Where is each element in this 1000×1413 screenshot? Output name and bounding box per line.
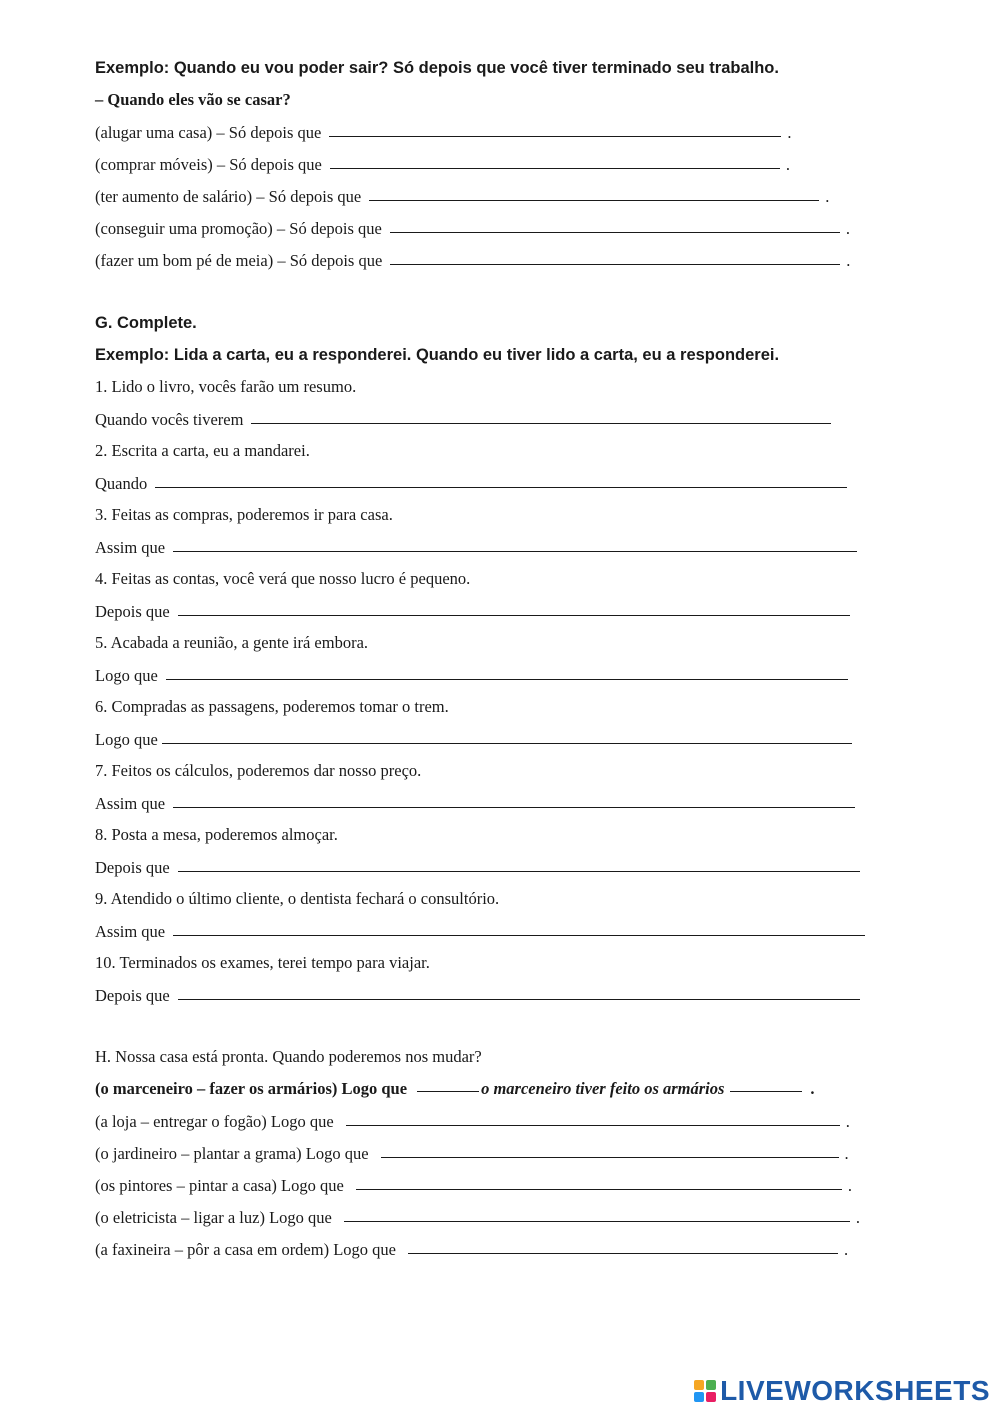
logo-mark-tile bbox=[706, 1392, 716, 1402]
end-mark: . bbox=[785, 155, 790, 174]
prompt-text: Depois que bbox=[95, 858, 170, 877]
section-h-example bbox=[95, 1076, 815, 1102]
answer-blank[interactable] bbox=[381, 1139, 839, 1158]
end-mark: . bbox=[844, 1144, 849, 1163]
answer-blank[interactable] bbox=[408, 1235, 838, 1254]
section-f-item-1 bbox=[95, 119, 791, 145]
end-mark: . bbox=[787, 123, 792, 142]
section-g-example: Exemplo: Lida a carta, eu a responderei. Quando eu tiver lido a carta, eu a responderei. bbox=[95, 346, 780, 364]
prompt-text: Assim que bbox=[95, 922, 166, 941]
answer-blank[interactable] bbox=[178, 597, 850, 616]
section-g-sentence-3: 3. Feitas as compras, poderemos ir para casa. bbox=[95, 505, 393, 524]
section-f-example: Exemplo: Quando eu vou poder sair? Só depois que você tiver terminado seu trabalho. bbox=[95, 59, 779, 77]
section-g-answer-row-2 bbox=[95, 470, 851, 496]
section-g-answer-row-3 bbox=[95, 534, 861, 560]
prompt-text: (o eletricista – ligar a luz) Logo que bbox=[95, 1208, 332, 1227]
answer-blank[interactable] bbox=[390, 246, 840, 265]
answer-blank[interactable] bbox=[251, 405, 831, 424]
prompt-text: (fazer um bom pé de meia) – Só depois que bbox=[95, 251, 383, 270]
prompt-text: (ter aumento de salário) – Só depois que bbox=[95, 187, 362, 206]
prompt-text: Assim que bbox=[95, 538, 166, 557]
end-mark: . bbox=[825, 187, 830, 206]
prompt-text: (a faxineira – pôr a casa em ordem) Logo que bbox=[95, 1240, 396, 1259]
section-h-title: H. Nossa casa está pronta. Quando poderemos nos mudar? bbox=[95, 1047, 482, 1066]
prompt-text: (a loja – entregar o fogão) Logo que bbox=[95, 1112, 334, 1131]
prompt-text: (conseguir uma promoção) – Só depois que bbox=[95, 219, 382, 238]
prompt-text: Logo que bbox=[95, 666, 158, 685]
section-g-answer-row-7 bbox=[95, 790, 859, 816]
section-g-answer-row-4 bbox=[95, 598, 854, 624]
answer-blank[interactable] bbox=[178, 853, 860, 872]
logo-mark-tile bbox=[694, 1380, 704, 1390]
logo-mark-tile bbox=[706, 1380, 716, 1390]
section-g-title: G. Complete. bbox=[95, 314, 197, 332]
end-mark: . bbox=[847, 1176, 852, 1195]
end-mark: . bbox=[810, 1079, 815, 1098]
answer-blank[interactable] bbox=[173, 789, 855, 808]
logo-text: LIVEWORKSHEETS bbox=[720, 1375, 990, 1406]
section-g-answer-row-5 bbox=[95, 662, 852, 688]
liveworksheets-logo[interactable] bbox=[694, 1375, 990, 1407]
example-prompt: (o marceneiro – fazer os armários) Logo que bbox=[95, 1079, 408, 1098]
answer-blank[interactable] bbox=[162, 725, 852, 744]
section-f-item-2 bbox=[95, 151, 790, 177]
section-f-question: – Quando eles vão se casar? bbox=[95, 90, 291, 109]
section-f-item-4 bbox=[95, 215, 850, 241]
section-f-item-5 bbox=[95, 247, 850, 273]
logo-mark-icon bbox=[694, 1380, 716, 1402]
prompt-text: Quando bbox=[95, 474, 148, 493]
answer-blank[interactable] bbox=[344, 1203, 850, 1222]
answer-blank[interactable] bbox=[329, 118, 781, 137]
end-mark: . bbox=[855, 1208, 860, 1227]
section-g-sentence-2: 2. Escrita a carta, eu a mandarei. bbox=[95, 441, 310, 460]
section-f-item-3 bbox=[95, 183, 829, 209]
answer-blank[interactable] bbox=[330, 150, 780, 169]
prompt-text: (o jardineiro – plantar a grama) Logo que bbox=[95, 1144, 369, 1163]
prompt-text: Quando vocês tiverem bbox=[95, 410, 244, 429]
section-g-sentence-8: 8. Posta a mesa, poderemos almoçar. bbox=[95, 825, 338, 844]
section-g-sentence-10: 10. Terminados os exames, terei tempo para viajar. bbox=[95, 953, 430, 972]
prompt-text: (comprar móveis) – Só depois que bbox=[95, 155, 322, 174]
answer-blank[interactable] bbox=[166, 661, 848, 680]
section-g-sentence-9: 9. Atendido o último cliente, o dentista fechará o consultório. bbox=[95, 889, 500, 908]
section-g-answer-row-9 bbox=[95, 918, 869, 944]
section-h-item-5 bbox=[95, 1236, 848, 1262]
end-mark: . bbox=[844, 1240, 849, 1259]
example-answer: o marceneiro tiver feito os armários bbox=[481, 1079, 725, 1098]
example-blank-left bbox=[417, 1075, 479, 1092]
prompt-text: Logo que bbox=[95, 730, 158, 749]
section-g-sentence-7: 7. Feitos os cálculos, poderemos dar nosso preço. bbox=[95, 761, 422, 780]
end-mark: . bbox=[846, 251, 851, 270]
section-g-sentence-4: 4. Feitas as contas, você verá que nosso lucro é pequeno. bbox=[95, 569, 471, 588]
answer-blank[interactable] bbox=[155, 469, 847, 488]
section-g-answer-row-8 bbox=[95, 854, 864, 880]
section-h-item-2 bbox=[95, 1140, 849, 1166]
end-mark: . bbox=[845, 219, 850, 238]
prompt-text: Assim que bbox=[95, 794, 166, 813]
prompt-text: Depois que bbox=[95, 986, 170, 1005]
prompt-text: (os pintores – pintar a casa) Logo que bbox=[95, 1176, 344, 1195]
section-h-item-3 bbox=[95, 1172, 852, 1198]
logo-mark-tile bbox=[694, 1392, 704, 1402]
answer-blank[interactable] bbox=[346, 1107, 840, 1126]
section-g-sentence-5: 5. Acabada a reunião, a gente irá embora. bbox=[95, 633, 369, 652]
section-h-item-1 bbox=[95, 1108, 850, 1134]
answer-blank[interactable] bbox=[356, 1171, 842, 1190]
section-g-answer-row-1 bbox=[95, 406, 835, 432]
section-g-answer-row-10 bbox=[95, 982, 864, 1008]
answer-blank[interactable] bbox=[173, 533, 857, 552]
section-g-answer-row-6 bbox=[95, 726, 856, 752]
prompt-text: Depois que bbox=[95, 602, 170, 621]
section-g-sentence-6: 6. Compradas as passagens, poderemos tomar o trem. bbox=[95, 697, 449, 716]
answer-blank[interactable] bbox=[369, 182, 819, 201]
end-mark: . bbox=[845, 1112, 850, 1131]
example-blank-right bbox=[730, 1075, 802, 1092]
section-g-sentence-1: 1. Lido o livro, vocês farão um resumo. bbox=[95, 377, 357, 396]
answer-blank[interactable] bbox=[173, 917, 865, 936]
answer-blank[interactable] bbox=[178, 981, 860, 1000]
answer-blank[interactable] bbox=[390, 214, 840, 233]
prompt-text: (alugar uma casa) – Só depois que bbox=[95, 123, 322, 142]
section-h-item-4 bbox=[95, 1204, 860, 1230]
